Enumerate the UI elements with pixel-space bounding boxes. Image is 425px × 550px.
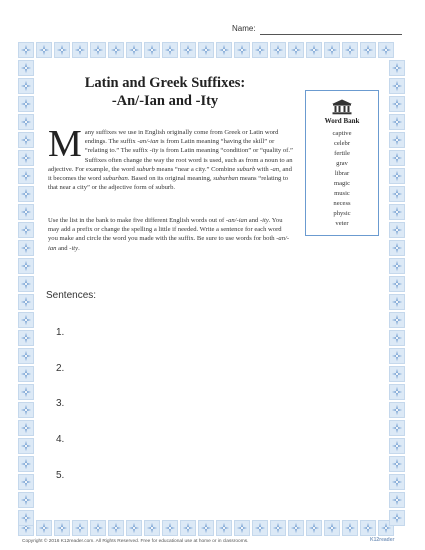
border-left xyxy=(18,60,34,526)
instructions-text: . xyxy=(78,244,80,252)
border-tile xyxy=(18,312,34,328)
star-icon xyxy=(56,522,68,534)
star-icon xyxy=(391,440,403,452)
border-tile xyxy=(72,520,88,536)
border-tile xyxy=(389,366,405,382)
border-tile xyxy=(360,42,376,58)
border-tile xyxy=(18,42,34,58)
border-tile xyxy=(389,204,405,220)
border-tile xyxy=(389,294,405,310)
border-tile xyxy=(270,42,286,58)
star-icon xyxy=(20,350,32,362)
star-icon xyxy=(391,242,403,254)
star-icon xyxy=(391,188,403,200)
name-field[interactable] xyxy=(232,24,402,38)
star-icon xyxy=(391,278,403,290)
star-icon xyxy=(200,522,212,534)
word-bank-item: fertile xyxy=(334,150,350,157)
star-icon xyxy=(20,422,32,434)
sentence-number-2: 2. xyxy=(56,363,65,374)
border-tile xyxy=(144,42,160,58)
star-icon xyxy=(391,152,403,164)
border-tile xyxy=(216,42,232,58)
intro-paragraph xyxy=(48,123,293,192)
star-icon xyxy=(362,522,374,534)
example-word: suburban xyxy=(102,175,128,183)
star-icon xyxy=(391,206,403,218)
star-icon xyxy=(20,188,32,200)
border-tile xyxy=(180,42,196,58)
star-icon xyxy=(391,260,403,272)
border-tile xyxy=(288,520,304,536)
star-icon xyxy=(38,44,50,56)
star-icon xyxy=(391,476,403,488)
star-icon xyxy=(20,386,32,398)
star-icon xyxy=(20,62,32,74)
star-icon xyxy=(20,458,32,470)
border-tile xyxy=(216,520,232,536)
border-tile xyxy=(108,42,124,58)
star-icon xyxy=(92,522,104,534)
star-icon xyxy=(20,440,32,452)
border-tile xyxy=(342,520,358,536)
sentence-number-4: 4. xyxy=(56,434,65,445)
star-icon xyxy=(20,332,32,344)
star-icon xyxy=(272,44,284,56)
border-tile xyxy=(18,456,34,472)
example-word: suburb xyxy=(136,165,155,173)
border-tile xyxy=(389,150,405,166)
border-tile xyxy=(36,520,52,536)
instructions-text: and xyxy=(247,217,260,224)
star-icon xyxy=(254,44,266,56)
star-icon xyxy=(236,44,248,56)
border-tile xyxy=(18,96,34,112)
star-icon xyxy=(326,522,338,534)
border-tile xyxy=(54,520,70,536)
border-tile xyxy=(18,132,34,148)
suffix-term: -an xyxy=(270,165,280,173)
sentences-label: Sentences: xyxy=(46,290,97,301)
border-tile xyxy=(18,240,34,256)
star-icon xyxy=(20,404,32,416)
border-tile xyxy=(270,520,286,536)
border-tile xyxy=(389,438,405,454)
word-bank-item: music xyxy=(334,190,350,197)
star-icon xyxy=(391,386,403,398)
border-tile xyxy=(389,492,405,508)
border-tile xyxy=(252,42,268,58)
border-tile xyxy=(389,258,405,274)
border-tile xyxy=(18,60,34,76)
border-tile xyxy=(389,276,405,292)
border-right xyxy=(389,60,405,526)
border-tile xyxy=(389,420,405,436)
border-tile xyxy=(18,348,34,364)
star-icon xyxy=(38,522,50,534)
star-icon xyxy=(344,44,356,56)
word-bank-item: physic xyxy=(333,210,351,217)
border-tile xyxy=(144,520,160,536)
border-tile xyxy=(18,276,34,292)
border-tile xyxy=(234,520,250,536)
border-tile xyxy=(18,366,34,382)
sentence-number-5: 5. xyxy=(56,470,65,481)
word-bank xyxy=(305,90,379,236)
suffix-term: -ity xyxy=(259,217,269,224)
star-icon xyxy=(391,314,403,326)
word-bank-item: celebr xyxy=(333,140,351,147)
sentence-number-3: 3. xyxy=(56,398,65,409)
border-tile xyxy=(18,330,34,346)
border-tile xyxy=(54,42,70,58)
example-word: suburb xyxy=(236,165,256,173)
star-icon xyxy=(110,44,122,56)
star-icon xyxy=(20,368,32,380)
star-icon xyxy=(218,44,230,56)
star-icon xyxy=(56,44,68,56)
border-tile xyxy=(389,132,405,148)
border-tile xyxy=(389,60,405,76)
border-tile xyxy=(389,186,405,202)
border-tile xyxy=(18,186,34,202)
sentence-number-1: 1. xyxy=(56,327,65,338)
border-tile xyxy=(389,114,405,130)
word-bank-item: veter xyxy=(335,220,349,227)
example-word: suburban xyxy=(213,175,239,183)
star-icon xyxy=(20,278,32,290)
word-bank-item: grav xyxy=(336,160,348,167)
intro-text: is from Latin meaning “having the skill” or “relating to.” The suffix xyxy=(84,138,275,155)
star-icon xyxy=(20,80,32,92)
intro-text: means “near a city.” Combine xyxy=(154,165,237,173)
intro-text: with xyxy=(255,165,271,173)
star-icon xyxy=(391,116,403,128)
border-tile xyxy=(389,96,405,112)
star-icon xyxy=(146,522,158,534)
suffix-term: -an/-ian xyxy=(137,138,159,146)
star-icon xyxy=(272,522,284,534)
border-tile xyxy=(18,258,34,274)
suffix-term: -ity xyxy=(149,147,159,155)
star-icon xyxy=(20,170,32,182)
star-icon xyxy=(362,44,374,56)
star-icon xyxy=(391,224,403,236)
border-tile xyxy=(288,42,304,58)
word-bank-item: magic xyxy=(333,180,351,187)
border-tile xyxy=(389,510,405,526)
instructions-text: and xyxy=(56,244,70,252)
suffix-term: -an/-ian xyxy=(48,235,290,252)
border-tile xyxy=(324,520,340,536)
star-icon xyxy=(74,522,86,534)
border-tile xyxy=(18,114,34,130)
border-tile xyxy=(18,420,34,436)
star-icon xyxy=(20,206,32,218)
border-tile xyxy=(18,78,34,94)
star-icon xyxy=(391,296,403,308)
border-tile xyxy=(252,520,268,536)
star-icon xyxy=(308,44,320,56)
star-icon xyxy=(391,422,403,434)
star-icon xyxy=(92,44,104,56)
border-tile xyxy=(389,348,405,364)
intro-text: is from Latin meaning “condition” or “quality of.” Suffixes often change the way the root word is used, such as from a noun to an adjective. For example, the word xyxy=(48,147,293,173)
intro-text: any suffixes we use in English originally come from Greek or Latin word endings. The suffix xyxy=(84,129,279,146)
name-underline xyxy=(260,34,402,35)
star-icon xyxy=(20,152,32,164)
star-icon xyxy=(182,44,194,56)
word-bank-item: necess xyxy=(333,200,351,207)
border-tile xyxy=(162,42,178,58)
star-icon xyxy=(391,512,403,524)
border-tile xyxy=(72,42,88,58)
star-icon xyxy=(236,522,248,534)
star-icon xyxy=(20,98,32,110)
border-top xyxy=(18,42,394,58)
word-bank-item: librar xyxy=(334,170,350,177)
instructions-paragraph xyxy=(48,216,293,253)
suffix-term: -ity xyxy=(69,244,79,252)
star-icon xyxy=(344,522,356,534)
word-bank-item: captive xyxy=(332,130,352,137)
star-icon xyxy=(254,522,266,534)
building-columns-icon xyxy=(331,99,353,115)
border-tile xyxy=(198,42,214,58)
star-icon xyxy=(391,98,403,110)
border-tile xyxy=(389,384,405,400)
star-icon xyxy=(128,522,140,534)
border-tile xyxy=(389,330,405,346)
border-tile xyxy=(18,204,34,220)
border-tile xyxy=(90,520,106,536)
star-icon xyxy=(218,522,230,534)
border-tile xyxy=(108,520,124,536)
star-icon xyxy=(391,350,403,362)
star-icon xyxy=(391,80,403,92)
star-icon xyxy=(128,44,140,56)
star-icon xyxy=(391,458,403,470)
border-tile xyxy=(342,42,358,58)
star-icon xyxy=(391,170,403,182)
star-icon xyxy=(20,260,32,272)
star-icon xyxy=(20,44,32,56)
border-tile xyxy=(18,384,34,400)
border-tile xyxy=(36,42,52,58)
star-icon xyxy=(20,476,32,488)
star-icon xyxy=(308,522,320,534)
drop-cap: M xyxy=(48,123,82,165)
border-tile xyxy=(18,438,34,454)
star-icon xyxy=(74,44,86,56)
word-bank-list xyxy=(306,129,378,229)
star-icon xyxy=(391,134,403,146)
border-tile xyxy=(234,42,250,58)
border-tile xyxy=(162,520,178,536)
border-tile xyxy=(306,520,322,536)
star-icon xyxy=(20,242,32,254)
intro-text: , and it becomes the word xyxy=(48,165,292,183)
border-tile xyxy=(389,240,405,256)
star-icon xyxy=(391,332,403,344)
border-tile xyxy=(180,520,196,536)
border-tile xyxy=(360,520,376,536)
star-icon xyxy=(391,404,403,416)
intro-text: means “relating to that near a city” or the adjective form of suburb. xyxy=(48,175,289,192)
star-icon xyxy=(290,522,302,534)
copyright-footer: Copyright © 2016 K12reader.com. All Rights Reserved. Free for educational use at home or in classrooms. xyxy=(22,539,249,544)
border-tile xyxy=(389,168,405,184)
border-tile xyxy=(389,222,405,238)
border-tile xyxy=(389,456,405,472)
suffix-term: -an/-ian xyxy=(225,217,248,224)
border-tile xyxy=(324,42,340,58)
instructions-text: Use the list in the bank to make five different English words out of xyxy=(48,217,226,224)
border-tile xyxy=(389,312,405,328)
border-bottom xyxy=(18,520,394,536)
star-icon xyxy=(164,522,176,534)
star-icon xyxy=(20,224,32,236)
page-title xyxy=(40,74,290,110)
word-bank-title: Word Bank xyxy=(324,117,360,125)
star-icon xyxy=(182,522,194,534)
name-label: Name: xyxy=(232,24,256,33)
star-icon xyxy=(146,44,158,56)
border-tile xyxy=(18,168,34,184)
border-tile xyxy=(389,474,405,490)
border-tile xyxy=(18,222,34,238)
star-icon xyxy=(20,134,32,146)
border-tile xyxy=(389,78,405,94)
star-icon xyxy=(326,44,338,56)
border-tile xyxy=(126,42,142,58)
star-icon xyxy=(164,44,176,56)
border-tile xyxy=(18,510,34,526)
instructions-text: . You may add a prefix or change the spelling a little if needed. Write a sentence for each word you make and circle the word you made with the suffix. Be sure to use words for both xyxy=(48,217,283,243)
k12reader-logo: K12reader xyxy=(370,537,395,543)
star-icon xyxy=(391,62,403,74)
star-icon xyxy=(110,522,122,534)
border-tile xyxy=(18,492,34,508)
border-tile xyxy=(90,42,106,58)
border-tile xyxy=(126,520,142,536)
intro-text: . Based on its original meaning, xyxy=(127,175,214,183)
star-icon xyxy=(200,44,212,56)
star-icon xyxy=(20,512,32,524)
border-tile xyxy=(18,150,34,166)
star-icon xyxy=(391,368,403,380)
border-tile xyxy=(198,520,214,536)
border-tile xyxy=(378,42,394,58)
star-icon xyxy=(20,494,32,506)
star-icon xyxy=(380,44,392,56)
border-tile xyxy=(389,402,405,418)
title-line-1: Latin and Greek Suffixes: xyxy=(84,75,246,91)
title-line-2: -An/-Ian and -Ity xyxy=(111,93,219,109)
star-icon xyxy=(20,116,32,128)
star-icon xyxy=(391,494,403,506)
star-icon xyxy=(20,296,32,308)
star-icon xyxy=(20,314,32,326)
star-icon xyxy=(290,44,302,56)
border-tile xyxy=(18,474,34,490)
border-tile xyxy=(306,42,322,58)
border-tile xyxy=(18,294,34,310)
border-tile xyxy=(18,402,34,418)
